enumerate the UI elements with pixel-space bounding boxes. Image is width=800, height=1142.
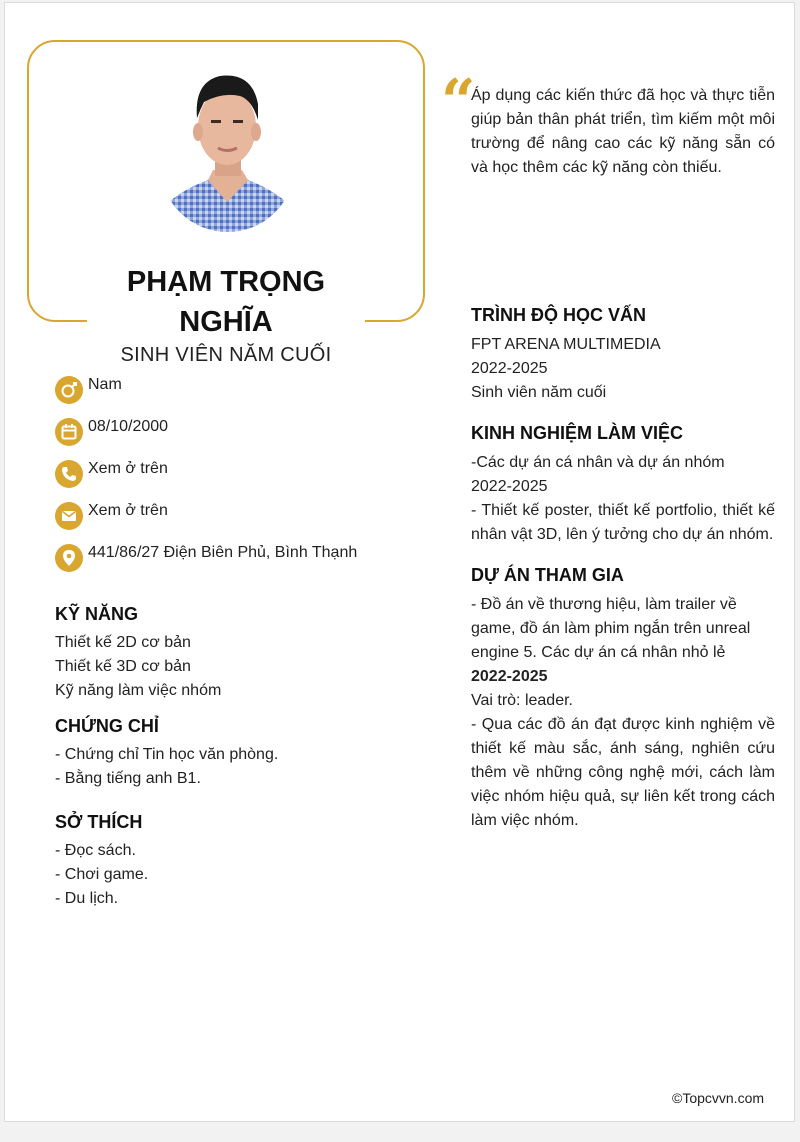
skill-item: Thiết kế 3D cơ bản: [55, 658, 191, 675]
projects-description: - Đồ án về thương hiệu, làm trailer về game, đồ án làm phim ngắn trên unreal engine 5. Các dự án cá nhân nhỏ lẻ: [471, 596, 751, 661]
career-objective: Áp dụng các kiến thức đã học và thực tiễn giúp bản thân phát triển, tìm kiếm một môi trường để nâng cao các kỹ năng sẵn có và học thêm các kỹ năng còn thiếu.: [471, 87, 775, 176]
footer-credit: ©Topcvvn.com: [672, 1090, 765, 1106]
email-text: Xem ở trên: [88, 502, 168, 519]
certificate-item: - Bằng tiếng anh B1.: [55, 770, 201, 787]
experience-description: - Thiết kế poster, thiết kế portfolio, thiết kế nhân vật 3D, lên ý tưởng cho dự án nhóm.: [471, 502, 775, 543]
calendar-icon: [55, 418, 83, 446]
hobby-item: - Đọc sách.: [55, 842, 136, 859]
address-text: 441/86/27 Điện Biên Phủ, Bình Thạnh: [88, 544, 358, 561]
experience-heading: KINH NGHIỆM LÀM VIỆC: [471, 423, 684, 443]
email-icon: [55, 502, 83, 530]
skill-item: Thiết kế 2D cơ bản: [55, 634, 191, 651]
projects-period: 2022-2025: [471, 668, 548, 685]
phone-icon: [55, 460, 83, 488]
info-email: [55, 502, 415, 532]
projects-role: Vai trò: leader.: [471, 692, 573, 709]
gender-text: Nam: [88, 376, 122, 393]
birthday-text: 08/10/2000: [88, 418, 169, 435]
education-heading: TRÌNH ĐỘ HỌC VẤN: [471, 305, 646, 325]
hobbies-heading: SỞ THÍCH: [55, 812, 143, 832]
experience-period: 2022-2025: [471, 478, 548, 495]
phone-text: Xem ở trên: [88, 460, 168, 477]
info-gender: [55, 376, 415, 406]
info-phone: [55, 460, 415, 490]
certificates-heading: CHỨNG CHỈ: [55, 716, 159, 736]
skills-heading: KỸ NĂNG: [55, 604, 139, 624]
hobby-item: - Du lịch.: [55, 890, 119, 907]
education-status: Sinh viên năm cuối: [471, 384, 607, 401]
quote-icon: “: [441, 67, 476, 137]
experience-line: -Các dự án cá nhân và dự án nhóm: [471, 454, 725, 471]
projects-heading: DỰ ÁN THAM GIA: [471, 565, 624, 585]
hobby-item: - Chơi game.: [55, 866, 149, 883]
candidate-name-line1: PHẠM TRỌNG: [126, 266, 326, 298]
candidate-name: [87, 262, 365, 342]
education-period: 2022-2025: [471, 360, 548, 377]
info-birthday: [55, 418, 415, 448]
candidate-title: SINH VIÊN NĂM CUỐI: [120, 344, 332, 366]
projects-details: - Qua các đồ án đạt được kinh nghiệm về thiết kế màu sắc, ánh sáng, nghiên cứu thêm về những công nghệ mới, cách làm việc nhóm hiệu quả, sự liên kết trong cách làm việc nhóm.: [471, 716, 775, 829]
location-pin-icon: [55, 544, 83, 572]
gender-icon: [55, 376, 83, 404]
profile-photo: [160, 52, 295, 232]
skill-item: Kỹ năng làm việc nhóm: [55, 682, 222, 699]
info-address: [55, 544, 415, 574]
candidate-name-line2: NGHĨA: [179, 306, 273, 338]
certificate-item: - Chứng chỉ Tin học văn phòng.: [55, 746, 279, 763]
education-school: FPT ARENA MULTIMEDIA: [471, 336, 661, 353]
